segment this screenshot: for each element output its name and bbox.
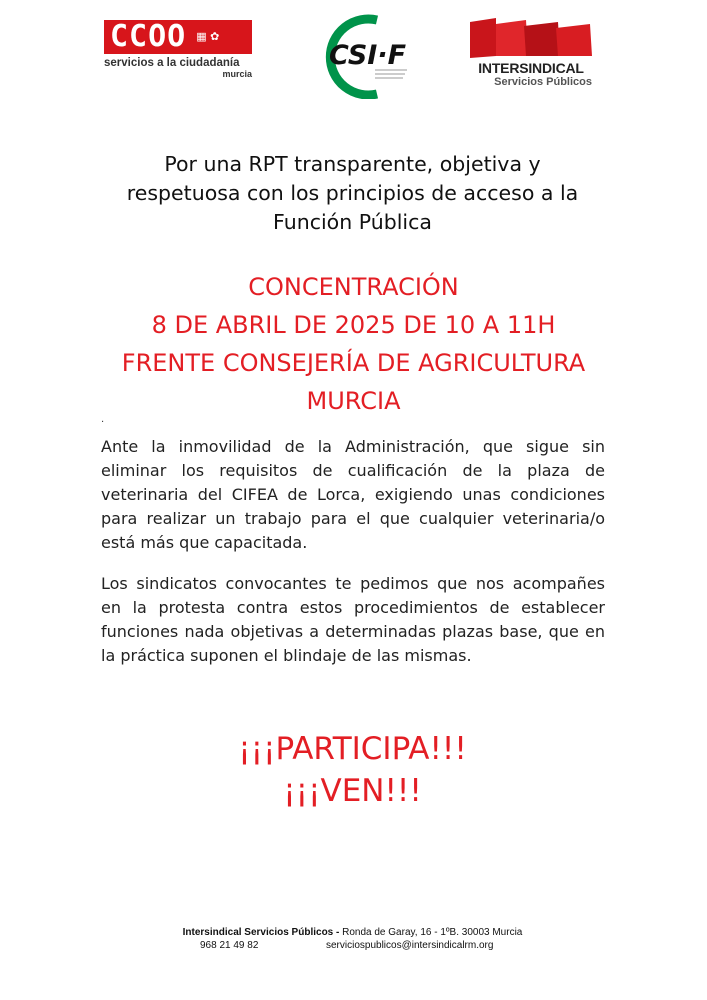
cta-ven: ¡¡¡VEN!!! (283, 773, 422, 809)
csif-logo (315, 14, 415, 99)
headline-line: respetuosa con los principios de acceso a la (126, 181, 579, 205)
body-paragraph-2: Los sindicatos convocantes te pedimos que nos acompañes en la protesta contra estos procedimientos de establecer funciones nada objetivas a determinadas plazas base, que en la práctica suponen el blindaje de las mismas. (101, 574, 605, 665)
footer-address: Ronda de Garay, 16 - 1ºB. 30003 Murcia (339, 927, 523, 938)
headline (100, 150, 605, 237)
call-to-action (100, 728, 605, 812)
body-paragraph-1: Ante la inmovilidad de la Administración, que sigue sin eliminar los requisitos de cualificación de la plaza de veterinaria del CIFEA de Lorca, exigiendo unas condiciones para realizar un trabajo para el que cualquier veterinaria/o está más que capacitada. (101, 437, 605, 552)
stray-dot: . (101, 414, 105, 425)
csif-logo-icon (315, 14, 415, 99)
svg-text:CSI·F: CSI·F (329, 40, 407, 71)
footer-contact-line (100, 939, 605, 952)
ccoo-logo-city: murcia (222, 69, 252, 79)
ccoo-logo-letters: CCOO (110, 19, 187, 54)
event-announcement (90, 268, 617, 420)
ccoo-logo-box (104, 20, 252, 54)
intersindical-logo-subtitle: Servicios Públicos (494, 76, 592, 88)
footer (100, 926, 605, 952)
footer-email: serviciospublicos@intersindicalrm.org (326, 940, 494, 951)
intersindical-logo-name: INTERSINDICAL (478, 60, 584, 76)
logo-bar (0, 14, 707, 104)
headline-line: Función Pública (273, 210, 432, 234)
footer-address-line (100, 926, 605, 939)
event-title: CONCENTRACIÓN (248, 273, 459, 301)
intersindical-logo (466, 16, 596, 96)
event-city: MURCIA (306, 387, 401, 415)
event-datetime: 8 DE ABRIL DE 2025 DE 10 A 11H (151, 311, 556, 339)
event-place: FRENTE CONSEJERÍA DE AGRICULTURA (121, 349, 586, 377)
cta-participa: ¡¡¡PARTICIPA!!! (238, 731, 467, 767)
footer-org: Intersindical Servicios Públicos - (182, 927, 340, 938)
ccoo-logo-subtitle: servicios a la ciudadanía (104, 57, 240, 69)
ccoo-logo (104, 20, 254, 79)
ccoo-emblem-icon: ▦ ✿ (196, 30, 220, 43)
intersindical-flags-icon (466, 16, 596, 60)
headline-line: Por una RPT transparente, objetiva y (164, 152, 541, 176)
footer-phone: 968 21 49 82 (200, 940, 259, 951)
